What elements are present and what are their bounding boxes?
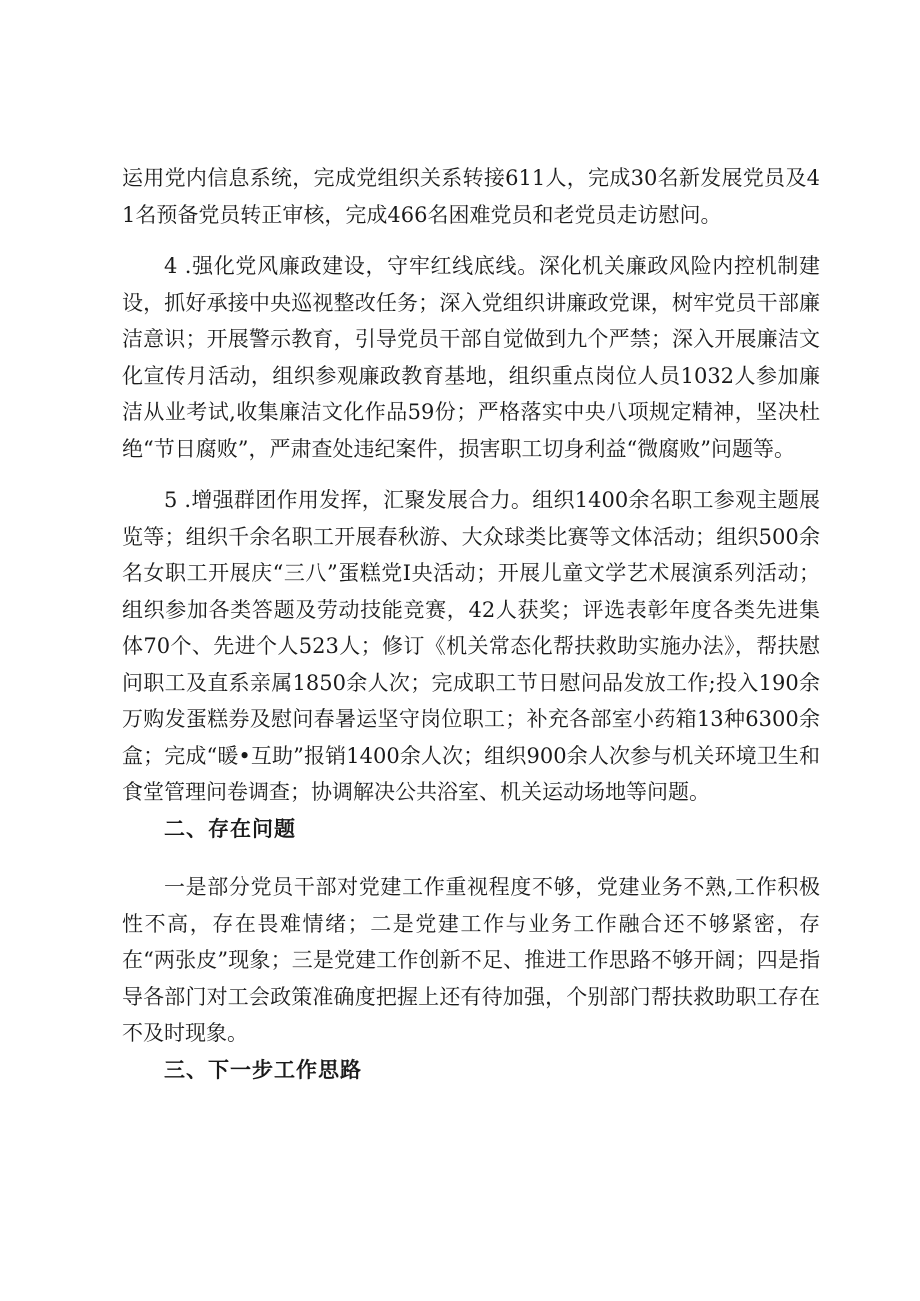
paragraph-mass-organizations: 5 .增强群团作用发挥，汇聚发展合力。组织1400余名职工参观主题展览等；组织千余名职工开展春秋游、大众球类比赛等文体活动；组织500余名女职工开展庆“三八”蛋糕党I央活动；开展儿童文学艺术展演系列活动；组织参加各类答题及劳动技能竞赛，42人获奖；评选表彰年度各类先进集体70个、先进个人523人；修订《机关常态化帮扶救助实施办法》，帮扶慰问职工及直系亲属1850余人次；完成职工节日慰问品发放工作;投入190余万购发蛋糕券及慰问春暑运坚守岗位职工；补充各部室小药箱13种6300余盒；完成“暖•互助”报销1400余人次；组织900余人次参与机关环境卫生和食堂管理问卷调查；协调解决公共浴室、机关运动场地等问题。	[122, 488, 820, 804]
paragraph-problems: 一是部分党员干部对党建工作重视程度不够，党建业务不熟,工作积极性不高，存在畏难情绪；二是党建工作与业务工作融合还不够紧密，存在“两张皮”现象；三是党建工作创新不足、推进工作思路不够开阔；四是指导各部门对工会政策准确度把握上还有待加强，个别部门帮扶救助职工存在不及时现象。	[122, 875, 820, 1045]
section-heading-problems: 二、存在问题	[164, 815, 296, 841]
paragraph-party-system: 运用党内信息系统，完成党组织关系转接611人，完成30名新发展党员及41名预备党员转正审核，完成466名困难党员和老党员走访慰问。	[122, 166, 820, 227]
document-page	[122, 160, 820, 1088]
section-heading-next-steps: 三、下一步工作思路	[164, 1056, 362, 1082]
paragraph-integrity-building: 4 .强化党风廉政建设，守牢红线底线。深化机关廉政风险内控机制建设，抓好承接中央巡视整改任务；深入党组织讲廉政党课，树牢党员干部廉洁意识；开展警示教育，引导党员干部自觉做到九个严禁；深入开展廉洁文化宣传月活动，组织参观廉政教育基地，组织重点岗位人员1032人参加廉洁从业考试,收集廉洁文化作品59份；严格落实中央八项规定精神，坚决杜绝“节日腐败”，严肃查处违纪案件，损害职工切身利益“微腐败”问题等。	[122, 254, 820, 461]
